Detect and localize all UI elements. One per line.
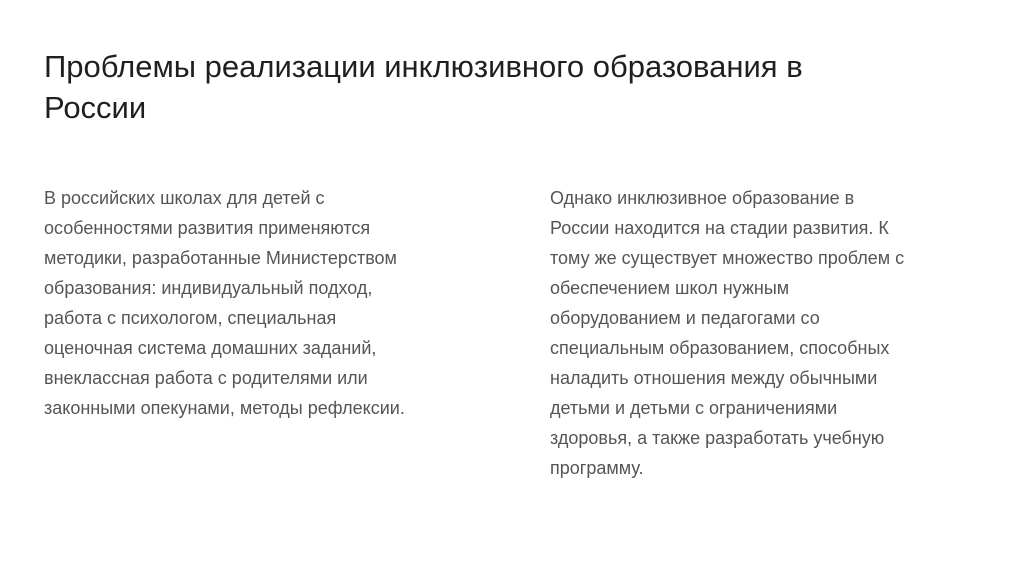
right-text-line: тому же существует множество проблем с [550,248,905,268]
left-text-line: законными опекунами, методы рефлексии. [44,398,405,418]
right-text-line: наладить отношения между обычными [550,368,878,388]
left-text-column [44,183,494,423]
right-text-line: специальным образованием, способных [550,338,890,358]
left-text-line: внеклассная работа с родителями или [44,368,368,388]
left-text-line: работа с психологом, специальная [44,308,337,328]
slide-title [44,46,964,128]
right-text-line: России находится на стадии развития. К [550,218,889,238]
right-text-column [550,183,990,483]
right-text-line: здоровья, а также разработать учебную [550,428,885,448]
right-text-line: программу. [550,458,644,478]
right-text-line: оборудованием и педагогами со [550,308,820,328]
left-text-line: методики, разработанные Министерством [44,248,397,268]
left-text-line: особенностями развития применяются [44,218,371,238]
left-text-line: оценочная система домашних заданий, [44,338,377,358]
title-line: России [44,90,147,125]
title-line: Проблемы реализации инклюзивного образования в [44,49,803,84]
right-text-line: детьми и детьми с ограничениями [550,398,838,418]
left-text-line: образования: индивидуальный подход, [44,278,373,298]
right-text-line: обеспечением школ нужным [550,278,790,298]
left-text-line: В российских школах для детей с [44,188,325,208]
right-text-line: Однако инклюзивное образование в [550,188,855,208]
